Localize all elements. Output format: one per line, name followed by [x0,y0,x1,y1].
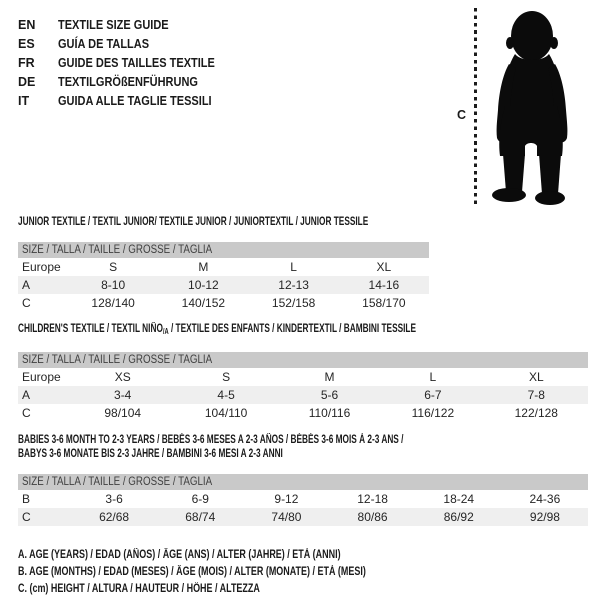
language-row-en [18,16,590,35]
size-table-row-height [18,294,429,312]
size-value-cell: 3-6 [105,492,123,506]
size-value-cell: 10-12 [188,278,219,292]
row-label-cell: Europe [22,260,61,274]
language-code: DE [18,75,36,89]
children-heading-text: CHILDREN'S TEXTILE / TEXTIL $NIÑO_{/A}$ / TEXTILE DES ENFANTS / KINDERTEXTIL / BAMBINI TESSILE [18,323,417,336]
size-value-cell: 80/86 [357,510,388,524]
language-row-it [18,92,590,111]
size-value-cell: 8-10 [101,278,126,292]
junior-heading-text: JUNIOR TEXTILE / TEXTIL JUNIOR/ TEXTILE JUNIOR / JUNIORTEXTIL / JUNIOR TESSILE [18,216,369,228]
size-value-cell: 12-18 [357,492,388,506]
size-value-cell: 9-12 [274,492,299,506]
footnotes [18,547,590,598]
size-value-cell: L [429,370,437,384]
size-value-cell: 7-8 [527,388,545,402]
junior-heading [18,215,590,229]
section-junior [18,215,590,312]
footnote-a [18,547,590,564]
size-value-cell: 68/74 [185,510,216,524]
size-table-header [18,352,588,368]
section-children [18,322,590,422]
size-value-cell: M [198,260,209,274]
size-value-cell: 62/68 [99,510,130,524]
size-value-cell: 92/98 [529,510,560,524]
size-table-row-europe [18,368,588,386]
size-table-row-age [18,386,588,404]
language-title: GUIDE DES TAILLES TEXTILE [58,56,215,70]
size-table-header-text: SIZE / TALLA / TAILLE / GRÖSSE / TAGLIA [22,354,213,366]
footnote-c [18,581,590,598]
row-label-cell: A [22,388,31,402]
size-value-cell: S [109,260,118,274]
size-value-cell: 74/80 [271,510,302,524]
size-value-cell: 158/170 [362,296,406,310]
size-value-cell: 12-13 [278,278,309,292]
size-value-cell: XL [376,260,392,274]
size-value-cell: 122/128 [514,406,558,420]
children-size-table [18,352,588,422]
size-value-cell: 110/116 [308,406,351,420]
size-table-header-text: SIZE / TALLA / TAILLE / GRÖSSE / TAGLIA [22,476,213,488]
size-value-cell: 86/92 [443,510,474,524]
row-label-cell: B [22,492,31,506]
junior-size-table [18,242,429,312]
size-value-cell: 140/152 [181,296,226,310]
size-value-cell: M [324,370,335,384]
size-value-cell: XL [528,370,544,384]
footnote-b [18,564,590,581]
language-code: FR [18,56,35,70]
language-title: GUIDA ALLE TAGLIE TESSILI [58,94,212,108]
language-list [18,16,590,111]
row-label-cell: C [22,406,31,420]
size-value-cell: 18-24 [443,492,475,506]
language-code: IT [18,94,30,108]
size-value-cell: L [290,260,297,274]
footnote-a-text: A. AGE (YEARS) / EDAD (AÑOS) / ÂGE (ANS) / ALTER (JAHRE) / ETÀ (ANNI) [18,549,341,561]
row-label-cell: C [22,296,31,310]
section-babies [18,433,590,526]
footnote-b-text: B. AGE (MONTHS) / EDAD (MESES) / ÂGE (MOIS) / ALTER (MONATE) / ETÀ (MESI) [18,566,366,578]
row-label-cell: Europe [22,370,61,384]
language-code: ES [18,37,35,51]
size-table-row-europe [18,258,429,276]
size-table-header [18,242,429,258]
size-value-cell: 24-36 [529,492,561,506]
language-title: GUÍA DE TALLAS [58,37,150,51]
size-value-cell: 116/122 [411,406,455,420]
size-table-row-months [18,490,588,508]
size-value-cell: 128/140 [91,296,135,310]
language-row-fr [18,54,590,73]
language-row-es [18,35,590,54]
language-title: TEXTILGRÖßENFÜHRUNG [58,75,198,89]
size-value-cell: 3-4 [114,388,132,402]
size-value-cell: 6-9 [191,492,209,506]
size-value-cell: 14-16 [368,278,400,292]
size-value-cell: 152/158 [271,296,316,310]
children-heading [18,322,590,339]
size-table-row-height [18,404,588,422]
language-title: TEXTILE SIZE GUIDE [58,18,169,32]
measure-label-c: C [457,108,467,122]
language-code: EN [18,18,36,32]
size-value-cell: 104/110 [204,406,248,420]
size-table-header [18,474,588,490]
main-content [18,16,590,598]
size-value-cell: 6-7 [424,388,442,402]
size-value-cell: XS [114,370,131,384]
size-value-cell: S [222,370,231,384]
size-table-header-text: SIZE / TALLA / TAILLE / GRÖSSE / TAGLIA [22,244,213,256]
size-value-cell: 98/104 [104,406,142,420]
size-value-cell: 5-6 [320,388,339,402]
language-row-de [18,73,590,92]
babies-heading [18,433,590,461]
row-label-cell: C [22,510,31,524]
babies-size-table [18,474,588,526]
size-table-row-age [18,276,429,294]
babies-heading-line1: BABIES 3-6 MONTH TO 2-3 YEARS / BEBÉS 3-6 MESES A 2-3 AÑOS / BÉBÉS 3-6 MOIS À 2-3 ANS / [18,434,404,446]
footnote-c-text: C. (cm) HEIGHT / ALTURA / HAUTEUR / HÖHE / ALTEZZA [18,583,260,595]
row-label-cell: A [22,278,31,292]
size-value-cell: 4-5 [217,388,235,402]
size-table-row-height [18,508,588,526]
babies-heading-line2: BABYS 3-6 MONATE BIS 2-3 JAHRE / BAMBINI 3-6 MESI A 2-3 ANNI [18,448,283,460]
